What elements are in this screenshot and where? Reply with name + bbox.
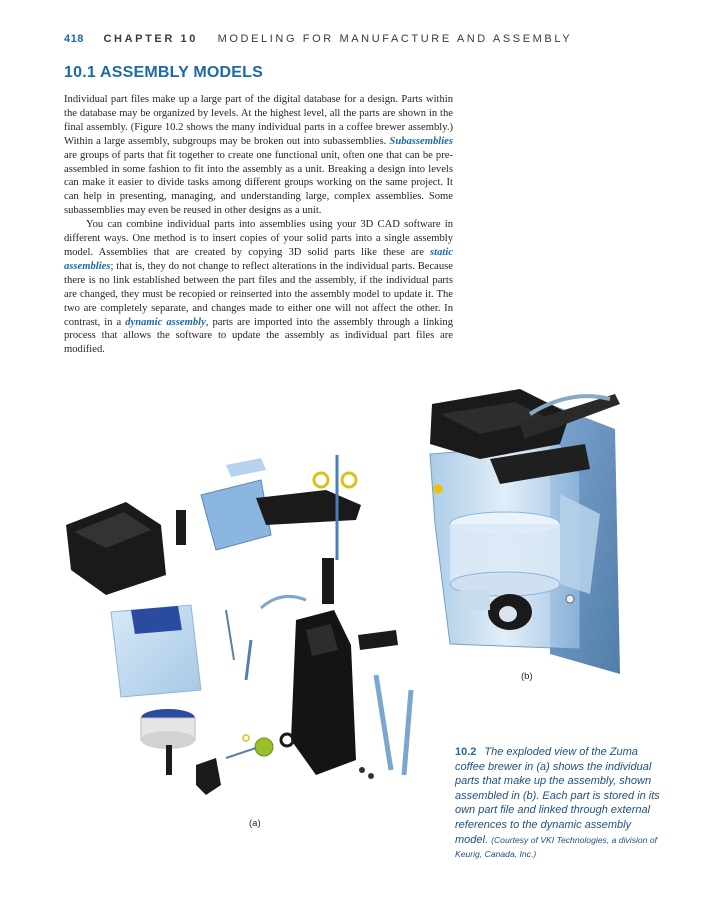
part-spring-2 xyxy=(342,473,356,487)
part-filter-mesh xyxy=(131,606,182,634)
paragraph-1-part-b: are groups of parts that fit together to create one functional unit, often one that can be pre-assembled in some fashion to fit into the assembly as a unit. Breaking a design into levels can make it easier to divide tasks among different groups working on the same project. It can help in presenting, managing, and understanding large, complex assemblies. Some subassemblies may even be reused in other designs as a unit. xyxy=(64,149,453,217)
part-leg-1 xyxy=(376,675,391,770)
outlet-pipe xyxy=(460,590,490,610)
caption-credit: (Courtesy of VKI Technologies, a division of Keurig, Canada, Inc.) xyxy=(455,834,658,860)
part-spring-3 xyxy=(243,735,249,741)
screw xyxy=(566,595,574,603)
paragraph-2-part-a: You can combine individual parts into assemblies using your 3D CAD software in different ways. One method is to insert copies of your solid parts into a single assembly model. Assemblies that are created by copying 3D solid parts like these are xyxy=(64,219,453,258)
part-latch xyxy=(196,758,221,795)
body-text xyxy=(64,93,453,357)
part-bracket xyxy=(201,480,271,550)
part-washer-2 xyxy=(368,773,374,779)
exploded-view-image xyxy=(66,440,444,830)
part-handle-grip xyxy=(322,558,334,604)
panel-label-b: (b) xyxy=(521,671,533,682)
part-clip-1 xyxy=(176,510,186,536)
figure-b xyxy=(410,384,640,684)
paragraph-1-part-a: Individual part files make up a large part of the digital database for a design. Parts within the database may be organized by levels. At the highest level, all the parts are shown in the final assembly. (Figure 10.2 shows the many individual parts in a coffee brewer assembly.) Within a large assembly, subgroups may be broken out into subassemblies. xyxy=(64,94,453,147)
part-arm xyxy=(256,490,361,525)
term-subassemblies: Subassemblies xyxy=(389,135,453,147)
caption-text: The exploded view of the Zuma coffee brewer in (a) shows the individual parts that make up the assembly, shown assembled in (b). Each part is stored in its own part file and linked through external references to the dynamic assembly model. xyxy=(455,746,660,846)
term-static-assemblies: static assemblies xyxy=(64,246,453,272)
part-leg-2 xyxy=(404,690,411,775)
term-dynamic-assembly: dynamic assembly xyxy=(125,316,206,328)
page-number: 418 xyxy=(64,33,84,45)
chapter-label: CHAPTER 10 xyxy=(103,33,198,45)
part-clip-2 xyxy=(176,535,186,545)
outlet-hole xyxy=(499,606,517,622)
part-cover-plate xyxy=(226,458,266,477)
section-title: 10.1 ASSEMBLY MODELS xyxy=(64,64,264,81)
part-tube-2 xyxy=(246,640,251,680)
figure-a xyxy=(66,440,444,830)
part-spring-1 xyxy=(314,473,328,487)
running-head xyxy=(64,33,644,45)
part-hose xyxy=(261,596,306,608)
chapter-title: MODELING FOR MANUFACTURE AND ASSEMBLY xyxy=(217,33,573,45)
figure-caption xyxy=(455,745,660,862)
assembled-brewer-image xyxy=(410,384,640,684)
paragraph-2-part-b: ; that is, they do not change to reflect alterations in the individual parts. Because there is no link established between the part files and the assembly, if the individual parts are changed, they must be recopied or reinserted into the assembly model to update it. The two are completely separate, and changes made to either one will not affect the other. In contrast, in a xyxy=(64,260,453,328)
part-tube-1 xyxy=(226,610,234,660)
part-pin xyxy=(226,748,256,758)
paragraph-1 xyxy=(64,93,453,218)
paragraph-2-part-c: , parts are imported into the assembly through a linking process that allows the software to update the assembly as individual part files are modified. xyxy=(64,316,454,356)
part-washer-1 xyxy=(359,767,365,773)
panel-label-a: (a) xyxy=(249,818,261,829)
part-shaft xyxy=(166,745,172,775)
paragraph-2 xyxy=(64,218,453,357)
figure-number: 10.2 xyxy=(455,746,477,758)
part-gear xyxy=(255,738,273,756)
part-bar xyxy=(358,630,398,650)
